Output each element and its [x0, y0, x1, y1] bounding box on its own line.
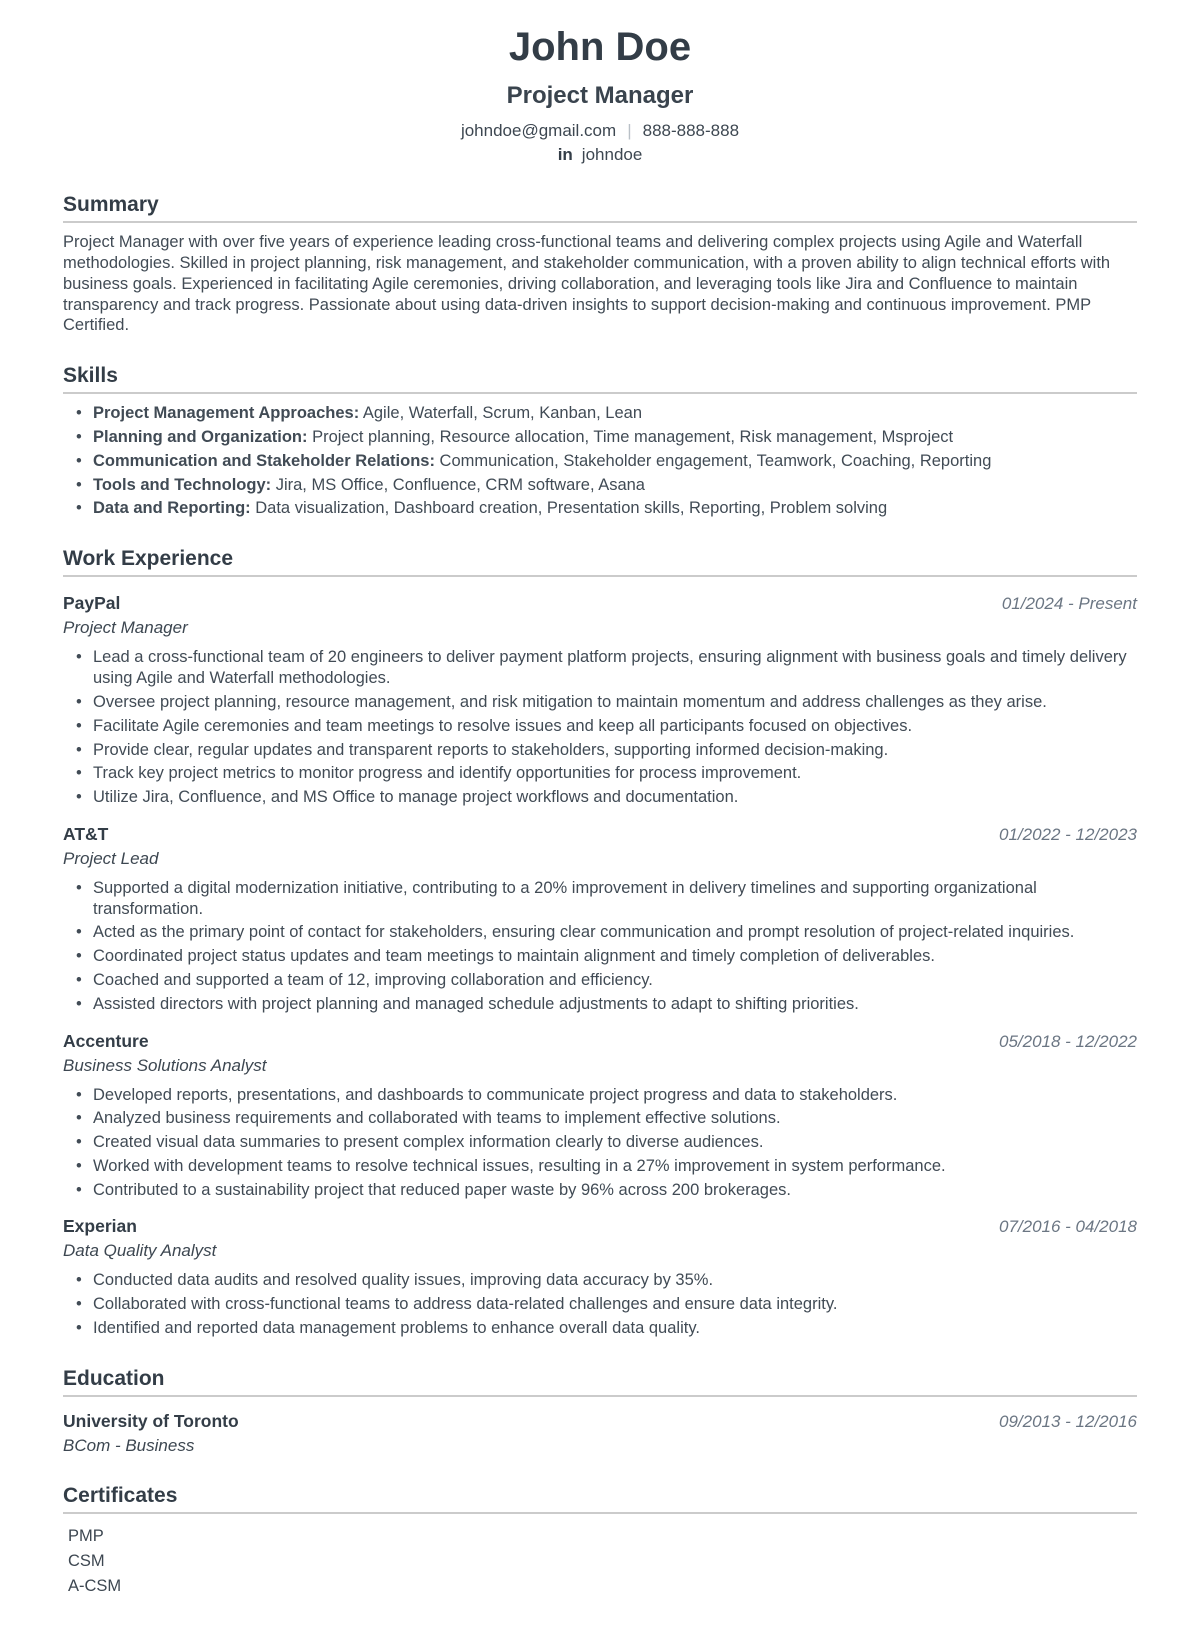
school-name: University of Toronto — [63, 1410, 239, 1431]
person-name: John Doe — [508, 25, 692, 69]
skill-item — [93, 475, 1137, 496]
job-dates: 07/2016 - 04/2018 — [998, 1217, 1137, 1237]
job-bullet: • Contributed to a sustainability project that reduced paper waste by 96% across 200 brokerages. — [93, 1180, 1137, 1201]
skill-value: Communication, Stakeholder engagement, Teamwork, Coaching, Reporting — [434, 451, 992, 470]
job-bullets — [63, 878, 1137, 1015]
section-divider — [63, 392, 1137, 394]
job-role: Data Quality Analyst — [63, 1241, 217, 1261]
linkedin-icon: in — [557, 145, 573, 164]
contact-separator: | — [627, 121, 632, 140]
skill-label: Data and Reporting: — [93, 499, 251, 518]
skill-label: Communication and Stakeholder Relations: — [93, 451, 435, 470]
job-bullet: • Track key project metrics to monitor progress and identify opportunities for process improvement. — [93, 763, 1137, 784]
skill-item — [93, 498, 1137, 519]
linkedin-line[interactable] — [63, 145, 1137, 165]
work-experience-heading: Work Experience — [63, 547, 234, 571]
job-bullet: • Developed reports, presentations, and dashboards to communicate project progress and data to stakeholders. — [93, 1085, 1137, 1106]
certificate-item: A-CSM — [68, 1576, 122, 1595]
education-dates: 09/2013 - 12/2016 — [998, 1411, 1137, 1431]
certificate-item: CSM — [68, 1551, 105, 1570]
education-entry — [63, 1411, 1137, 1456]
certificates-heading: Certificates — [63, 1483, 178, 1507]
skills-list — [63, 403, 1137, 519]
job-dates: 05/2018 - 12/2022 — [998, 1031, 1137, 1051]
job-bullet: • Identified and reported data management problems to enhance overall data quality. — [93, 1318, 1137, 1339]
contact-line — [63, 121, 1137, 141]
job-role: Business Solutions Analyst — [63, 1055, 267, 1075]
job-bullet: • Collaborated with cross-functional teams to address data-related challenges and ensure data integrity. — [93, 1294, 1137, 1315]
job-bullet: • Oversee project planning, resource management, and risk mitigation to maintain momentum and address challenges as they arise. — [93, 692, 1137, 713]
education-header — [63, 1411, 1137, 1432]
education-heading: Education — [63, 1366, 165, 1390]
certificate-item: PMP — [68, 1527, 104, 1546]
job-bullets — [63, 1085, 1137, 1201]
skill-value: Data visualization, Dashboard creation, Presentation skills, Reporting, Problem solving — [250, 499, 888, 518]
skill-value: Jira, MS Office, Confluence, CRM software, Asana — [271, 475, 645, 494]
email-text[interactable]: johndoe@gmail.com — [460, 121, 617, 140]
degree: BCom - Business — [63, 1435, 195, 1455]
resume-header — [63, 24, 1137, 165]
company-name: PayPal — [63, 593, 121, 614]
job-header — [63, 1216, 1137, 1237]
job-entry — [63, 824, 1137, 1015]
job-role: Project Lead — [63, 848, 159, 868]
job-header — [63, 1031, 1137, 1052]
job-bullet: • Assisted directors with project planning and managed schedule adjustments to adapt to shifting priorities. — [93, 994, 1137, 1015]
job-role: Project Manager — [63, 618, 188, 638]
job-bullet: • Lead a cross-functional team of 20 engineers to deliver payment platform projects, ensuring alignment with business goals and timely delivery using Agile and Waterfall methodologies. — [93, 647, 1137, 689]
phone-text: 888-888-888 — [642, 121, 740, 140]
job-bullet: • Utilize Jira, Confluence, and MS Office to manage project workflows and documentation. — [93, 787, 1137, 808]
job-bullet: • Provide clear, regular updates and transparent reports to stakeholders, supporting informed decision-making. — [93, 740, 1137, 761]
skill-item — [93, 451, 1137, 472]
skills-heading: Skills — [63, 364, 118, 388]
summary-text: Project Manager with over five years of experience leading cross-functional teams and delivering complex projects using Agile and Waterfall methodologies. Skilled in project planning, risk management, and stakeholder communication, with a proven ability to align technical efforts with business goals. Experienced in facilitating Agile ceremonies, driving collaboration, and leveraging tools like Jira and Confluence to maintain transparency and track progress. Passionate about using data-driven insights to support decision-making and continuous improvement. PMP Certified. — [63, 233, 1111, 335]
linkedin-handle[interactable]: johndoe — [581, 145, 643, 164]
skill-label: Planning and Organization: — [93, 428, 308, 447]
person-title: Project Manager — [506, 82, 694, 109]
company-name: AT&T — [63, 823, 109, 844]
job-bullet: • Acted as the primary point of contact for stakeholders, ensuring clear communication and prompt resolution of project-related inquiries. — [93, 922, 1137, 943]
job-header — [63, 824, 1137, 845]
job-entry — [63, 1216, 1137, 1338]
job-bullet: • Coached and supported a team of 12, improving collaboration and efficiency. — [93, 970, 1137, 991]
job-bullet: • Worked with development teams to resolve technical issues, resulting in a 27% improvement in system performance. — [93, 1156, 1137, 1177]
section-divider — [63, 1512, 1137, 1514]
job-bullets — [63, 647, 1137, 807]
job-bullet: • Supported a digital modernization initiative, contributing to a 20% improvement in delivery timelines and supporting organizational transformation. — [93, 878, 1137, 920]
job-bullet: • Coordinated project status updates and team meetings to maintain alignment and timely completion of deliverables. — [93, 946, 1137, 967]
job-entry — [63, 1031, 1137, 1201]
company-name: Accenture — [63, 1030, 149, 1051]
company-name: Experian — [63, 1216, 137, 1237]
job-header — [63, 593, 1137, 614]
section-divider — [63, 575, 1137, 577]
job-bullet: • Facilitate Agile ceremonies and team meetings to resolve issues and keep all participants focused on objectives. — [93, 716, 1137, 737]
skill-label: Project Management Approaches: — [93, 404, 360, 423]
job-entry — [63, 593, 1137, 807]
skill-value: Project planning, Resource allocation, Time management, Risk management, Msproject — [307, 428, 954, 447]
job-dates: 01/2022 - 12/2023 — [998, 824, 1137, 844]
job-bullet: • Analyzed business requirements and collaborated with teams to implement effective solutions. — [93, 1108, 1137, 1129]
job-bullet: • Conducted data audits and resolved quality issues, improving data accuracy by 35%. — [93, 1270, 1137, 1291]
skill-value: Agile, Waterfall, Scrum, Kanban, Lean — [359, 404, 642, 423]
job-bullets — [63, 1270, 1137, 1338]
section-divider — [63, 1395, 1137, 1397]
section-divider — [63, 221, 1137, 223]
job-dates: 01/2024 - Present — [1001, 594, 1137, 614]
job-bullet: • Created visual data summaries to present complex information clearly to diverse audiences. — [93, 1132, 1137, 1153]
skill-label: Tools and Technology: — [93, 475, 272, 494]
certificates-list — [63, 1524, 1137, 1598]
skill-item — [93, 403, 1137, 424]
skill-item — [93, 427, 1137, 448]
summary-heading: Summary — [63, 193, 159, 216]
